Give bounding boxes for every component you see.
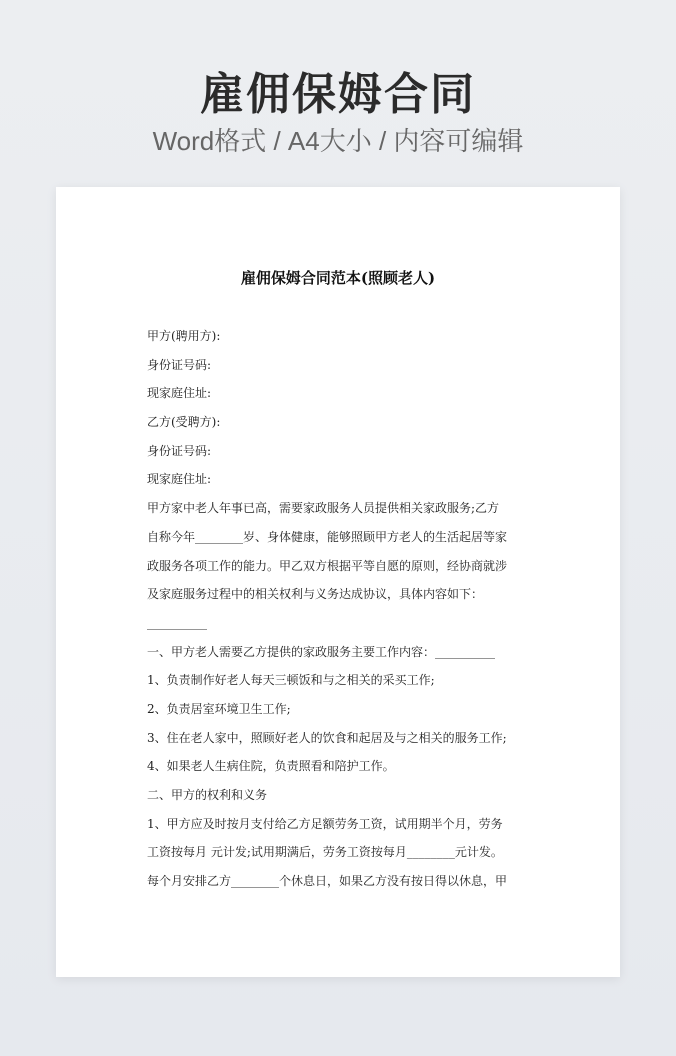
section-1-item-4: 4、如果老人生病住院，负责照看和陪护工作。 [147, 759, 395, 774]
blank-line: __________ [147, 615, 207, 630]
party-a-address-label: 现家庭住址: [147, 386, 212, 401]
section-2-item-1-line-1: 1、甲方应及时按月支付给乙方足额劳务工资，试用期半个月，劳务 [147, 816, 503, 831]
intro-line-4: 及家庭服务过程中的相关权利与义务达成协议，具体内容如下： [147, 587, 484, 602]
document-body [147, 322, 537, 896]
party-a-id-label: 身份证号码: [147, 357, 212, 372]
party-a-label: 甲方(聘用方): [147, 329, 221, 343]
section-1-heading: 一、甲方老人需要乙方提供的家政服务主要工作内容：__________ [147, 644, 496, 659]
intro-line-2: 自称今年________岁、身体健康，能够照顾甲方老人的生活起居等家 [147, 529, 508, 544]
party-b-address-label: 现家庭住址: [147, 472, 212, 487]
section-2-heading: 二、甲方的权利和义务 [147, 788, 268, 802]
section-2-item-1-line-2: 工资按每月 元计发;试用期满后，劳务工资按每月________元计发。 [147, 845, 503, 860]
promo-subtitle: Word格式 / A4大小 / 内容可编辑 [152, 126, 524, 156]
document-page [56, 187, 620, 977]
section-1-item-2: 2、负责居室环境卫生工作; [147, 701, 291, 716]
section-1-item-3: 3、住在老人家中，照顾好老人的饮食和起居及与之相关的服务工作; [147, 730, 507, 745]
promo-title: 雇佣保姆合同 [200, 69, 476, 120]
section-1-item-1: 1、负责制作好老人每天三顿饭和与之相关的采买工作; [147, 673, 435, 688]
intro-line-1: 甲方家中老人年事已高，需要家政服务人员提供相关家政服务;乙方 [147, 501, 500, 516]
party-b-label: 乙方(受聘方): [147, 415, 221, 430]
document-title: 雇佣保姆合同范本(照顾老人) [240, 269, 436, 287]
section-2-item-1-line-3: 每个月安排乙方________个休息日，如果乙方没有按日得以休息，甲 [147, 874, 508, 889]
party-b-id-label: 身份证号码: [147, 443, 212, 458]
intro-line-3: 政服务各项工作的能力。甲乙双方根据平等自愿的原则，经协商就涉 [147, 558, 508, 573]
